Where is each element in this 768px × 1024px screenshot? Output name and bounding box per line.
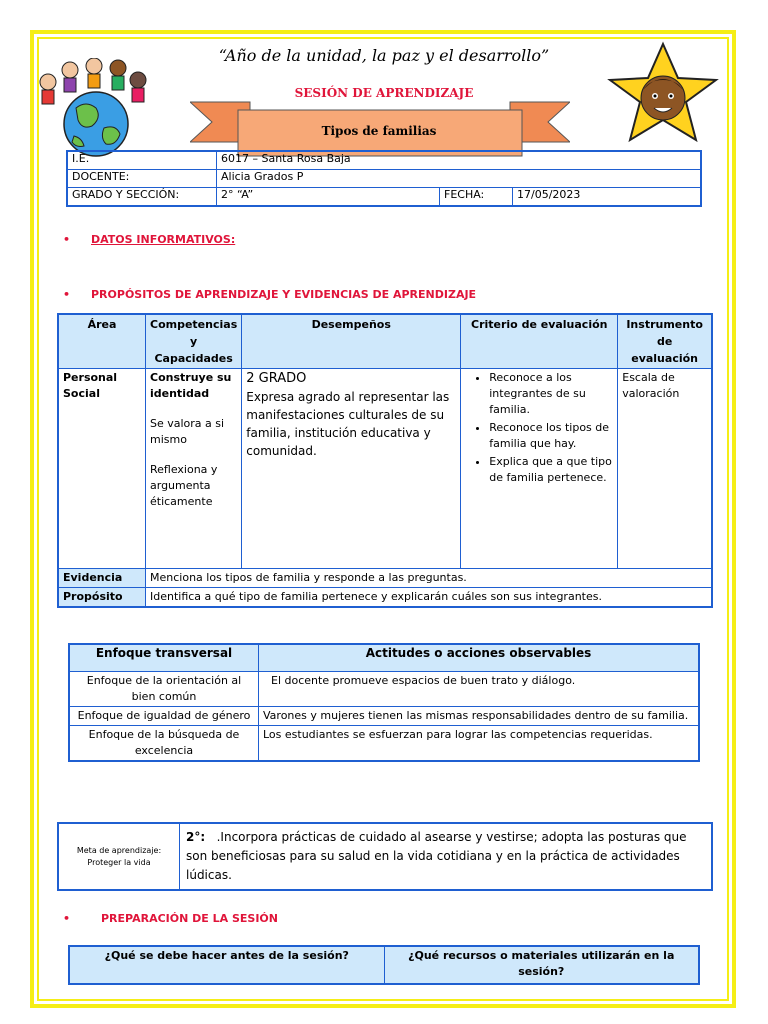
meta-content <box>180 823 713 890</box>
header-criterio: Criterio de evaluación <box>461 314 618 369</box>
header-desempenos: Desempeños <box>242 314 461 369</box>
enfoque-cell: Enfoque de la orientación al bien común <box>69 672 259 707</box>
fecha-value: 17/05/2023 <box>513 188 702 207</box>
actitud-cell: Varones y mujeres tienen las mismas responsabilidades dentro de su familia. <box>259 707 700 726</box>
motto: “Año de la unidad, la paz y el desarrollo” <box>218 46 550 65</box>
globe-children-illustration <box>34 58 164 158</box>
bullet-icon: • <box>63 233 71 246</box>
competencia: Construye su identidad <box>150 371 232 400</box>
table-row <box>69 672 699 707</box>
docente-value: Alicia Grados P <box>217 170 702 188</box>
meta-text: .Incorpora prácticas de cuidado al asearse y vestirse; adopta las posturas que son beneficiosas para su salud en la vida cotidiana y en la práctica de actividades lúdicas. <box>186 830 687 882</box>
header-area: Área <box>58 314 146 369</box>
ie-value: 6017 – Santa Rosa Baja <box>217 151 702 170</box>
section-preparacion: • PREPARACIÓN DE LA SESIÓN <box>63 912 278 925</box>
prep-resources-header: ¿Qué recursos o materiales utilizarán en la sesión? <box>384 946 699 984</box>
header-instrumento: Instrumento de evaluación <box>618 314 712 369</box>
enfoque-header: Enfoque transversal <box>69 644 259 672</box>
section-propositos: • PROPÓSITOS DE APRENDIZAJE Y EVIDENCIAS DE APRENDIZAJE <box>63 288 477 301</box>
enfoque-cell: Enfoque de igualdad de género <box>69 707 259 726</box>
criterio-item: • Explica que a que tipo de familia pertenece. <box>489 454 613 486</box>
grado-heading: 2 GRADO <box>246 371 307 386</box>
bullet-icon: • <box>63 288 71 301</box>
docente-label: DOCENTE: <box>67 170 217 188</box>
competencies-table <box>57 313 713 608</box>
evidencia-label: Evidencia <box>58 569 146 588</box>
table-row <box>69 726 699 762</box>
meta-label: Meta de aprendizaje: Proteger la vida <box>58 823 180 890</box>
criterio-item: • Reconoce a los integrantes de su familia. <box>489 370 613 418</box>
meta-grade: 2°: <box>186 830 206 844</box>
evidencia-value: Menciona los tipos de familia y responde a las preguntas. <box>146 569 713 588</box>
enfoque-table <box>68 643 700 762</box>
bullet-icon: • <box>63 912 71 925</box>
area-value: Personal Social <box>58 369 146 569</box>
grado-label: GRADO Y SECCIÓN: <box>67 188 217 207</box>
proposito-value: Identifica a qué tipo de familia pertenece y explicarán cuáles son sus integrantes. <box>146 588 713 608</box>
capacidad-2: Reflexiona y argumenta éticamente <box>150 463 218 508</box>
header-competencias: Competencias y Capacidades <box>146 314 242 369</box>
section-datos: • DATOS INFORMATIVOS: <box>63 233 236 246</box>
preparation-table <box>68 945 700 985</box>
instrumento-value: Escala de valoración <box>618 369 712 569</box>
actitud-cell: Los estudiantes se esfuerzan para lograr las competencias requeridas. <box>259 726 700 762</box>
prep-before-header: ¿Qué se debe hacer antes de la sesión? <box>69 946 384 984</box>
enfoque-cell: Enfoque de la búsqueda de excelencia <box>69 726 259 762</box>
capacidad-1: Se valora a si mismo <box>150 417 225 446</box>
competencias-cell <box>146 369 242 569</box>
desempenos-cell <box>242 369 461 569</box>
desempeno-text: Expresa agrado al representar las manifestaciones culturales de su familia, institución educativa y comunidad. <box>246 390 450 458</box>
criterio-item: • Reconoce los tipos de familia que hay. <box>489 420 613 452</box>
topic-title: Tipos de familias <box>321 124 437 138</box>
table-row <box>69 707 699 726</box>
info-table <box>66 150 702 207</box>
actitud-cell: El docente promueve espacios de buen trato y diálogo. <box>259 672 700 707</box>
fecha-label: FECHA: <box>440 188 513 207</box>
proposito-label: Propósito <box>58 588 146 608</box>
meta-table <box>57 822 713 891</box>
ie-label: I.E. <box>67 151 217 170</box>
grado-value: 2° “A” <box>217 188 440 207</box>
actitudes-header: Actitudes o acciones observables <box>259 644 700 672</box>
criterio-cell <box>461 369 618 569</box>
session-title: SESIÓN DE APRENDIZAJE <box>294 86 474 100</box>
